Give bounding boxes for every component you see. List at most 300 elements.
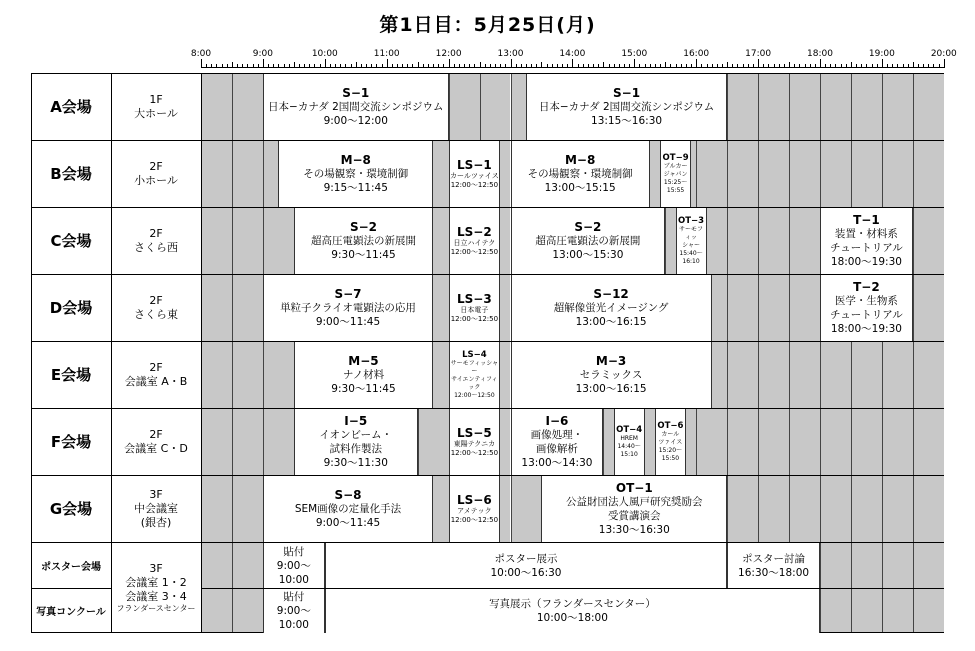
session-time: 13:00〜16:15 [575, 383, 647, 395]
event-d1 [263, 275, 433, 341]
session-time: 9:00〜10:00 [276, 559, 311, 586]
ruler-tick [412, 64, 413, 68]
event-q2 [325, 589, 820, 633]
event-e3 [511, 342, 712, 408]
session-code: LS−3 [457, 292, 492, 306]
ruler-tick [681, 64, 682, 68]
time-slot [913, 74, 944, 632]
ruler-tick [247, 64, 248, 68]
ruler-tick [789, 62, 790, 68]
ruler-tick [758, 59, 759, 68]
ruler-tick [253, 64, 254, 68]
event-b1 [278, 141, 433, 207]
session-title: カール [661, 431, 680, 438]
ruler-tick [567, 64, 568, 68]
ruler-tick [407, 64, 408, 68]
session-title: カールツァイス [450, 172, 499, 180]
session-code: S−1 [342, 86, 370, 100]
room-floor: 2F [149, 159, 163, 173]
session-code: LS−2 [457, 225, 492, 239]
ruler-tick [696, 59, 697, 68]
session-title: ジャパン [663, 171, 688, 178]
event-c4 [676, 208, 707, 274]
room-sub: フランダースセンター [116, 603, 196, 613]
session-time: 15:40〜 [679, 250, 703, 257]
session-title: サーモフィッシャー [450, 360, 499, 375]
room-floor: 3F [149, 487, 163, 501]
time-label: 19:00 [868, 49, 895, 59]
session-title: 貼付 [283, 591, 305, 603]
ruler-tick [541, 62, 542, 68]
hall-f: F会場 [50, 433, 92, 451]
time-slot [201, 74, 232, 632]
ruler-tick [531, 64, 532, 68]
event-f1 [294, 409, 418, 475]
room-name: 会議室 3・4 [125, 589, 187, 603]
ruler-tick [351, 64, 352, 68]
event-e2 [449, 342, 501, 408]
session-code: S−2 [574, 220, 602, 234]
event-q1 [263, 589, 325, 633]
session-title: 受賞講演会 [608, 510, 661, 522]
session-title: 日立ハイテク [453, 239, 496, 247]
session-code: LS−5 [457, 426, 492, 440]
session-time: 18:00〜19:30 [830, 256, 902, 268]
ruler-tick [511, 59, 512, 68]
ruler-tick [629, 64, 630, 68]
session-code: M−5 [348, 354, 379, 368]
room-g [111, 475, 201, 542]
ruler-tick [660, 64, 661, 68]
session-title: 医学・生物系 [834, 295, 898, 307]
session-time: 15:55 [666, 187, 685, 194]
room-floor: 2F [149, 293, 163, 307]
ruler-tick [402, 64, 403, 68]
session-title: セラミックス [579, 369, 643, 381]
ruler-tick [485, 64, 486, 68]
hall-a: A会場 [50, 98, 92, 116]
room-name: 大ホール [134, 106, 178, 120]
session-title: 画像処理・ [530, 429, 584, 441]
ruler-tick [304, 64, 305, 68]
ruler-tick [810, 64, 811, 68]
time-label: 16:00 [683, 49, 710, 59]
event-b2 [449, 141, 501, 207]
ruler-tick [877, 64, 878, 68]
ruler-tick [397, 64, 398, 68]
session-time: 13:00〜15:15 [544, 182, 616, 194]
ruler-tick [376, 64, 377, 68]
ruler-tick [928, 64, 929, 68]
ruler-tick [263, 59, 264, 68]
session-title: サーモフィッ [679, 226, 704, 241]
session-time: 9:30〜11:30 [323, 457, 388, 469]
ruler-tick [237, 64, 238, 68]
ruler-tick [552, 64, 553, 68]
session-title: ポスター展示 [494, 552, 558, 565]
event-p3 [727, 543, 820, 588]
session-code: S−12 [593, 287, 629, 301]
hall-e: E会場 [50, 366, 92, 384]
session-code: M−3 [595, 354, 627, 368]
ruler-tick [464, 64, 465, 68]
event-e1 [294, 342, 433, 408]
hall-photo: 写真コンクール [36, 607, 106, 618]
ruler-tick [284, 64, 285, 68]
ruler-tick [944, 59, 945, 68]
ruler-tick [743, 64, 744, 68]
ruler-tick [670, 64, 671, 68]
ruler-tick [459, 64, 460, 68]
event-c5 [820, 208, 913, 274]
session-time: 14:40〜 [617, 443, 641, 450]
session-title: 超高圧電顕法の新展開 [310, 235, 416, 247]
ruler-tick [474, 64, 475, 68]
session-title: HREM [620, 435, 638, 442]
hall-b: B会場 [50, 165, 92, 183]
session-title: SEM画像の定量化手法 [294, 503, 402, 515]
time-slot [882, 74, 913, 632]
room-floor: 1F [149, 92, 163, 106]
ruler-tick [835, 64, 836, 68]
ruler-tick [737, 64, 738, 68]
room-e [111, 341, 201, 408]
ruler-tick [805, 64, 806, 68]
ruler-tick [588, 64, 589, 68]
ruler-tick [624, 64, 625, 68]
ruler-tick [707, 64, 708, 68]
session-title: 超高圧電顕法の新展開 [535, 235, 641, 247]
room-name: さくら西 [134, 240, 178, 254]
ruler-tick [361, 64, 362, 68]
hall-d: D会場 [49, 299, 93, 317]
ruler-tick [645, 64, 646, 68]
event-a2 [526, 74, 727, 140]
ruler-tick [562, 64, 563, 68]
ruler-tick [830, 64, 831, 68]
ruler-tick [820, 59, 821, 68]
ruler-tick [547, 64, 548, 68]
ruler-tick [903, 64, 904, 68]
ruler-tick [712, 64, 713, 68]
ruler-tick [799, 64, 800, 68]
ruler-tick [299, 64, 300, 68]
event-c3 [511, 208, 666, 274]
session-title: イオンビーム・ [319, 429, 393, 441]
hall-c: C会場 [50, 232, 92, 250]
session-title: 試料作製法 [329, 443, 382, 455]
ruler-tick [619, 64, 620, 68]
session-time: 12:00〜12:50 [450, 516, 499, 524]
ruler-tick [939, 64, 940, 68]
event-b4 [660, 141, 691, 207]
time-label: 13:00 [497, 49, 524, 59]
ruler-tick [933, 64, 934, 68]
session-time: 10:00〜18:00 [536, 612, 608, 624]
ruler-tick [655, 64, 656, 68]
time-label: 20:00 [930, 49, 957, 59]
ruler-tick [314, 64, 315, 68]
session-title: その場観察・環境制御 [303, 168, 409, 180]
page-title: 第1日目：5月25日(月) [379, 14, 596, 36]
ruler-tick [676, 64, 677, 68]
ruler-tick [727, 62, 728, 68]
ruler-tick [717, 64, 718, 68]
ruler-tick [701, 64, 702, 68]
ruler-tick [593, 64, 594, 68]
session-code: OT−6 [657, 421, 684, 431]
ruler-tick [578, 64, 579, 68]
ruler-tick [521, 64, 522, 68]
ruler-tick [866, 64, 867, 68]
ruler-tick [583, 64, 584, 68]
time-label: 12:00 [435, 49, 462, 59]
session-title: アメテック [457, 507, 492, 515]
ruler-tick [892, 64, 893, 68]
session-title: ポスター討論 [742, 552, 806, 565]
room-name: さくら東 [134, 307, 178, 321]
ruler-tick [289, 64, 290, 68]
session-time: 12:00〜12:50 [454, 392, 495, 399]
time-label: 14:00 [559, 49, 586, 59]
time-label: 9:00 [252, 49, 273, 59]
ruler-tick [851, 62, 852, 68]
event-f2 [449, 409, 501, 475]
session-title: サイエンティフィック [451, 376, 498, 391]
session-title: 日本−カナダ 2国間交流シンポジウム [268, 101, 444, 113]
session-title: ナノ材料 [342, 369, 385, 381]
ruler-tick [278, 64, 279, 68]
column-divider [201, 73, 202, 633]
ruler-tick [268, 64, 269, 68]
session-time: 9:00〜12:00 [323, 115, 388, 127]
event-d2 [449, 275, 501, 341]
event-g3 [541, 476, 727, 542]
ruler-tick [923, 64, 924, 68]
ruler-tick [639, 64, 640, 68]
event-a1 [263, 74, 449, 140]
session-title: 東陽テクニカ [453, 440, 496, 448]
time-label: 17:00 [745, 49, 772, 59]
room-name: 会議室 A・B [124, 374, 188, 388]
ruler-tick [428, 64, 429, 68]
session-code: T−2 [853, 280, 880, 294]
ruler-tick [526, 64, 527, 68]
ruler-tick [258, 64, 259, 68]
session-title: 写真展示（フランダースセンター） [489, 598, 656, 610]
ruler-tick [495, 64, 496, 68]
ruler-tick [366, 64, 367, 68]
ruler-tick [794, 64, 795, 68]
session-code: OT−1 [615, 481, 653, 495]
ruler-tick [382, 64, 383, 68]
ruler-tick [691, 64, 692, 68]
session-code: I−5 [344, 414, 368, 428]
event-d4 [820, 275, 913, 341]
session-time: 12:00〜12:50 [450, 315, 499, 323]
ruler-tick [294, 62, 295, 68]
event-p1 [263, 543, 325, 588]
ruler-tick [872, 64, 873, 68]
ruler-tick [443, 64, 444, 68]
ruler-tick [490, 64, 491, 68]
event-f5 [655, 409, 686, 475]
event-d3 [511, 275, 712, 341]
ruler-tick [232, 62, 233, 68]
session-title: 日本電子 [460, 306, 489, 314]
ruler-tick [480, 62, 481, 68]
room-name: 中会議室 [134, 501, 178, 515]
session-time: 13:30〜16:30 [598, 524, 670, 536]
ruler-tick [201, 59, 202, 68]
room-name: 会議室 C・D [124, 441, 188, 455]
session-code: M−8 [564, 153, 596, 167]
ruler-tick [371, 64, 372, 68]
time-slot [232, 74, 263, 632]
session-time: 13:15〜16:30 [591, 115, 663, 127]
room-d [111, 274, 201, 341]
event-f4 [614, 409, 645, 475]
event-b3 [511, 141, 650, 207]
ruler-tick [784, 64, 785, 68]
session-code: LS−6 [457, 493, 492, 507]
ruler-tick [309, 64, 310, 68]
ruler-tick [222, 64, 223, 68]
ruler-tick [913, 62, 914, 68]
session-code: T−1 [853, 213, 880, 227]
room-floor: 3F [149, 561, 163, 575]
room-c [111, 207, 201, 274]
session-code: OT−9 [662, 153, 689, 163]
session-title: 公益財団法人風戸研究奨励会 [566, 496, 703, 508]
ruler-tick [665, 62, 666, 68]
session-time: 9:30〜11:45 [331, 249, 396, 261]
event-c2 [449, 208, 501, 274]
session-code: S−2 [349, 220, 377, 234]
ruler-tick [846, 64, 847, 68]
session-time: 9:00〜11:45 [315, 517, 381, 529]
ruler-tick [815, 64, 816, 68]
time-label: 15:00 [621, 49, 648, 59]
room-floor: 2F [149, 226, 163, 240]
session-code: LS−1 [457, 158, 492, 172]
room-floor: 2F [149, 360, 163, 374]
session-title: シャー [682, 242, 700, 249]
time-label: 18:00 [807, 49, 833, 59]
event-c1 [294, 208, 433, 274]
ruler-tick [216, 64, 217, 68]
ruler-tick [918, 64, 919, 68]
ruler-tick [614, 64, 615, 68]
time-label: 10:00 [311, 49, 338, 59]
ruler-tick [454, 64, 455, 68]
ruler-tick [330, 64, 331, 68]
ruler-tick [242, 64, 243, 68]
ruler-tick [335, 64, 336, 68]
session-code: OT−3 [678, 216, 705, 226]
time-slot [851, 74, 882, 632]
session-time: 12:00〜12:50 [450, 248, 499, 256]
session-title: その場観察・環境制御 [527, 168, 633, 180]
ruler-tick [340, 64, 341, 68]
session-time: 9:15〜11:45 [323, 182, 388, 194]
ruler-tick [748, 64, 749, 68]
ruler-tick [882, 59, 883, 68]
ruler-tick [686, 64, 687, 68]
ruler-tick [387, 59, 388, 68]
ruler-tick [469, 64, 470, 68]
ruler-tick [320, 64, 321, 68]
ruler-tick [841, 64, 842, 68]
ruler-tick [423, 64, 424, 68]
room-name: 会議室 1・2 [125, 575, 187, 589]
session-title: 貼付 [283, 545, 305, 558]
time-label: 8:00 [190, 49, 212, 59]
ruler-tick [572, 59, 573, 68]
ruler-tick [418, 62, 419, 68]
ruler-tick [722, 64, 723, 68]
session-time: 13:00〜16:15 [575, 316, 647, 328]
session-time: 15:10 [620, 451, 638, 458]
session-time: 9:00〜11:45 [315, 316, 381, 328]
ruler-tick [206, 64, 207, 68]
room-a [111, 73, 201, 140]
session-title: 装置・材料系 [834, 228, 898, 240]
session-title: 画像解析 [535, 443, 578, 455]
session-title: チュートリアル [830, 309, 903, 321]
session-title: 日本−カナダ 2国間交流シンポジウム [538, 101, 715, 113]
session-code: S−1 [613, 86, 641, 100]
session-code: M−8 [340, 153, 371, 167]
ruler-tick [634, 59, 635, 68]
ruler-tick [557, 64, 558, 68]
session-code: I−6 [545, 414, 569, 428]
session-title: チュートリアル [830, 242, 903, 254]
session-time: 9:00〜10:00 [276, 605, 311, 631]
session-code: OT−4 [616, 425, 643, 435]
ruler-tick [500, 64, 501, 68]
room-floor: 2F [149, 427, 163, 441]
session-time: 12:00〜12:50 [450, 181, 499, 189]
hall-poster: ポスター会場 [41, 561, 101, 573]
room-b [111, 140, 201, 207]
session-time: 13:00〜15:30 [552, 249, 624, 261]
event-p2 [325, 543, 727, 588]
session-title: 超解像蛍光イメージング [553, 302, 669, 314]
session-code: LS−4 [462, 350, 487, 360]
session-code: S−7 [334, 287, 362, 301]
session-time: 12:00〜12:50 [450, 449, 499, 457]
ruler-tick [356, 62, 357, 68]
ruler-tick [861, 64, 862, 68]
session-title: ブルカー [663, 163, 688, 170]
ruler-tick [732, 64, 733, 68]
session-time: 16:10 [682, 258, 700, 265]
ruler-tick [598, 64, 599, 68]
session-time: 9:30〜11:45 [331, 383, 396, 395]
ruler-tick [825, 64, 826, 68]
hall-g: G会場 [49, 500, 93, 518]
ruler-tick [325, 59, 326, 68]
room-poster-photo [111, 542, 201, 633]
ruler-tick [609, 64, 610, 68]
room-name: 小ホール [134, 173, 178, 187]
room-sub: (銀杏) [140, 515, 172, 529]
session-time: 13:00〜14:30 [521, 457, 593, 469]
ruler-tick [516, 64, 517, 68]
session-time: 15:50 [661, 455, 680, 462]
event-g1 [263, 476, 433, 542]
